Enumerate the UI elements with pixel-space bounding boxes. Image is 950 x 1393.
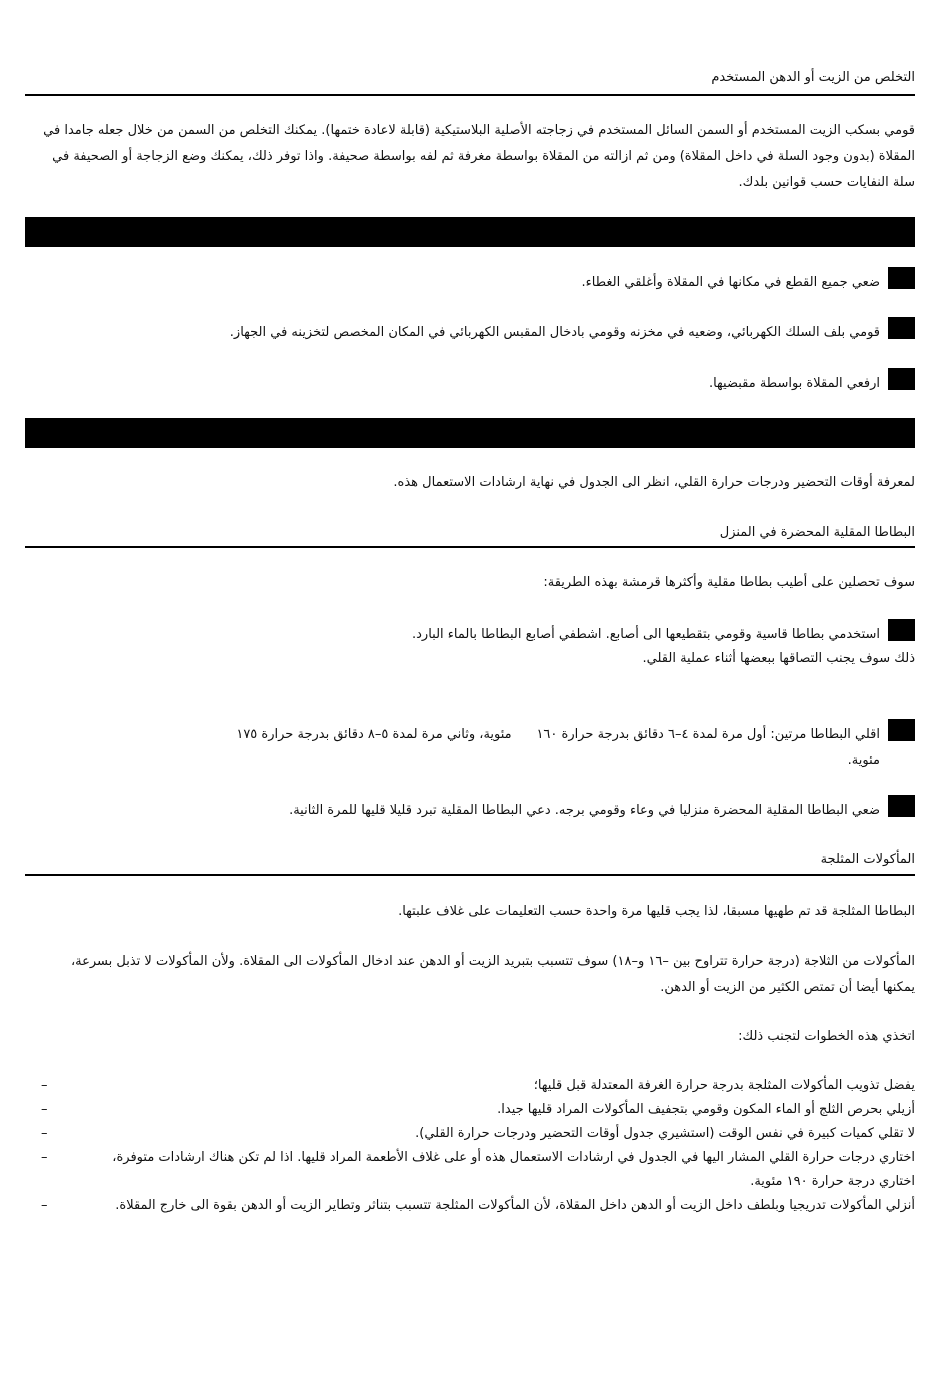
- bullet-text: أزيلي بحرص الثلج أو الماء المكون وقومي بتجفيف المأكولات المراد قليها جيدا.: [497, 1102, 915, 1117]
- bullet-dash: –: [41, 1078, 48, 1093]
- step-marker: [888, 619, 915, 641]
- frozen-food-bullets: [35, 1074, 915, 1218]
- step-marker: [888, 368, 915, 390]
- bullet-text: لا تقلي كميات كبيرة في نفس الوقت (استشيري جدول أوقات التحضير ودرجات حرارة القلي).: [415, 1126, 915, 1141]
- step-marker: [888, 795, 915, 817]
- page-title: التخلص من الزيت أو الدهن المستخدم: [711, 70, 915, 85]
- frozen-food-rule: [25, 874, 915, 876]
- list-item: [35, 1098, 915, 1122]
- homemade-fries-heading: البطاطا المقلية المحضرة في المنزل: [719, 525, 915, 540]
- header-rule: [25, 94, 915, 96]
- section-bar-frying: [25, 418, 915, 448]
- bullet-text: يفضل تذويب المأكولات المثلجة بدرجة حرارة الغرفة المعتدلة قبل قليها؛: [533, 1078, 915, 1093]
- homemade-fries-intro: سوف تحصلين على أطيب بطاطا مقلية وأكثرها قرمشة بهذه الطريقة:: [543, 575, 915, 590]
- fries-step: [35, 798, 915, 824]
- storage-step: [35, 320, 915, 346]
- list-item: [35, 1074, 915, 1098]
- fries-step-continuation: مئوية.: [847, 753, 880, 768]
- frozen-food-heading: المأكولات المثلجة: [820, 852, 915, 867]
- storage-step: [35, 371, 915, 397]
- bullet-text: اختاري درجات حرارة القلي المشار اليها في الجدول في ارشادات الاستعمال هذه أو على غلاف الأطعمة المراد قليها. اذا لم تكن هناك ارشادات متوفرة، اختاري درجة حرارة ١٩٠ مئوية.: [112, 1150, 915, 1189]
- storage-step-text: ارفعي المقلاة بواسطة مقبضيها.: [708, 376, 880, 391]
- frozen-food-para1: البطاطا المثلجة قد تم طهيها مسبقا، لذا يجب قليها مرة واحدة حسب التعليمات على غلاف علبتها.: [398, 904, 915, 919]
- bullet-text: أنزلي المأكولات تدريجيا وبلطف داخل الزيت أو الدهن داخل المقلاة، لأن المأكولات المثلجة تتسبب بتناثر وتطاير الزيت أو الدهن بقوة الى خارج المقلاة.: [115, 1198, 915, 1213]
- bullet-dash: –: [41, 1198, 48, 1213]
- homemade-fries-rule: [25, 546, 915, 548]
- storage-step-text: ضعي جميع القطع في مكانها في المقلاة وأغلقي الغطاء.: [581, 275, 880, 290]
- disposal-paragraph: قومي بسكب الزيت المستخدم أو السمن السائل المستخدم في زجاجته الأصلية البلاستيكية (قابلة لاعادة ختمها). يمكنك التخلص من السمن من خلال جعله جامدا في المقلاة (بدون وجود السلة في داخل المقلاة) ومن ثم ازالته من المقلاة بواسطة مغرفة ثم لفه بواسطة صحيفة. واذا توفر ذلك، يمكنك وضع الزجاجة أو الصحيفة في سلة النفايات حسب قوانين بلدك.: [43, 123, 915, 190]
- step-marker: [888, 317, 915, 339]
- fries-step-text: اقلي البطاطا مرتين: أول مرة لمدة ٤–٦ دقائق بدرجة حرارة ١٦٠ مئوية، وثاني مرة لمدة ٥–٨ دقائق بدرجة حرارة ١٧٥: [236, 727, 880, 742]
- list-item: [35, 1194, 915, 1218]
- fries-step-text: استخدمي بطاطا قاسية وقومي بتقطيعها الى أصابع. اشطفي أصابع البطاطا بالماء البارد.: [412, 627, 880, 642]
- list-item: [35, 1122, 915, 1146]
- frozen-food-steps-intro: اتخذي هذه الخطوات لتجنب ذلك:: [738, 1029, 915, 1044]
- fries-step: [35, 722, 915, 748]
- bullet-dash: –: [41, 1126, 48, 1141]
- storage-step: [35, 270, 915, 296]
- fries-step-continuation: ذلك سوف يجنب التصاقها ببعضها أثناء عملية القلي.: [642, 651, 915, 666]
- fries-step: [35, 622, 915, 648]
- step-marker: [888, 719, 915, 741]
- fries-step-text: ضعي البطاطا المقلية المحضرة منزليا في وعاء وقومي برجه. دعي البطاطا المقلية تبرد قليلا قليها للمرة الثانية.: [289, 803, 880, 818]
- frying-intro: لمعرفة أوقات التحضير ودرجات حرارة القلي، انظر الى الجدول في نهاية ارشادات الاستعمال هذه.: [393, 475, 915, 490]
- storage-step-text: قومي بلف السلك الكهربائي، وضعيه في مخزنه وقومي بادخال المقبس الكهربائي في المكان المخصص لتخزينه في الجهاز.: [229, 325, 880, 340]
- bullet-dash: –: [41, 1102, 48, 1117]
- frozen-food-para2: المأكولات من الثلاجة (درجة حرارة تتراوح بين –١٦ و–١٨) سوف تتسبب بتبريد الزيت أو الدهن عند ادخال المأكولات الى المقلاة. ولأن المأكولات لا تذبل بسرعة، يمكنها أيضا أن تمتص الكثير من الزيت أو الدهن.: [70, 954, 915, 995]
- step-marker: [888, 267, 915, 289]
- section-bar-storage: [25, 217, 915, 247]
- bullet-dash: –: [41, 1150, 48, 1165]
- list-item: [35, 1146, 915, 1194]
